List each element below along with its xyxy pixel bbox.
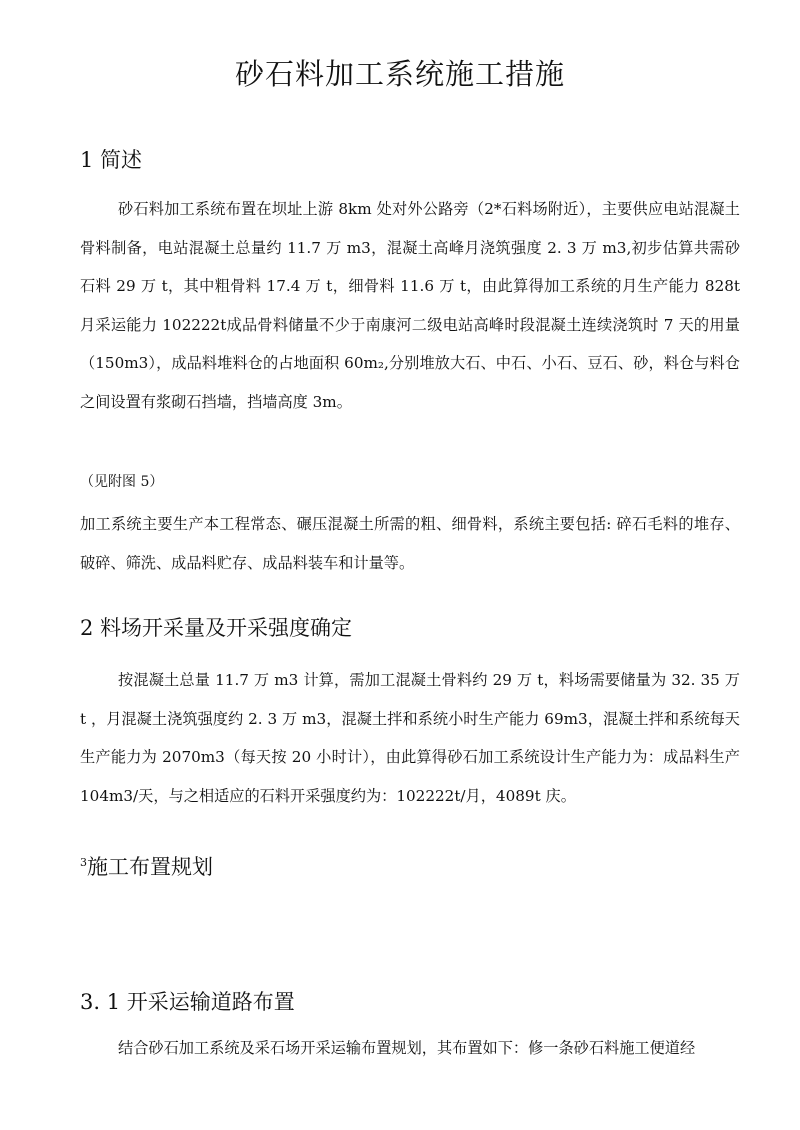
section-3-title: 施工布置规划 (87, 855, 213, 879)
section-heading-3 (80, 851, 213, 881)
section-3-1-paragraph: 结合砂石加工系统及采石场开采运输布置规划，其布置如下：修一条砂石料施工便道经 (118, 1039, 696, 1057)
section-heading-1: 1 简述 (80, 148, 143, 172)
section-1-paragraph-2: 加工系统主要生产本工程常态、碾压混凝土所需的粗、细骨料，系统主要包括: 碎石毛料的堆存、破碎、筛洗、成品料贮存、成品料装车和计量等。 (80, 515, 740, 572)
section-heading-2: 2 料场开采量及开采强度确定 (80, 616, 353, 640)
section-2-paragraph: 按混凝土总量 11.7 万 m3 计算，需加工混凝土骨料约 29 万 t，料场需要储量为 32. 35 万 t ，月混凝土浇筑强度约 2. 3 万 m3，混凝土拌和系统小时生产能力 69m3，混凝土拌和系统每天生产能力为 2070m3（每天按 20 小时计），由此算得砂石加工系统设计生产能力为：成品料生产 104m3/天，与之相适应的石料开采强度约为：102222t/月，4089t 庆。 (80, 671, 740, 805)
figure-reference-note: （见附图 5） (80, 474, 164, 490)
section-3-number: 3 (80, 856, 87, 869)
section-heading-3-1: 3. 1 开采运输道路布置 (80, 990, 295, 1014)
section-1-paragraph: 砂石料加工系统布置在坝址上游 8km 处对外公路旁（2*石料场附近），主要供应电站混凝土骨料制备，电站混凝土总量约 11.7 万 m3，混凝土高峰月浇筑强度 2. 3 万 m3,初步估算共需砂石料 29 万 t，其中粗骨料 17.4 万 t，细骨料 11.6 万 t，由此算得加工系统的月生产能力 828t 月采运能力 102222t成品骨料储量不少于南康河二级电站高峰时段混凝土连续浇筑时 7 天的用量（150m3），成品料堆料仓的占地面积 60m₂,分别堆放大石、中石、小石、豆石、砂，料仓与料仓之间设置有浆砌石挡墙，挡墙高度 3m。 (80, 200, 740, 411)
document-title: 砂石料加工系统施工措施 (234, 57, 565, 91)
